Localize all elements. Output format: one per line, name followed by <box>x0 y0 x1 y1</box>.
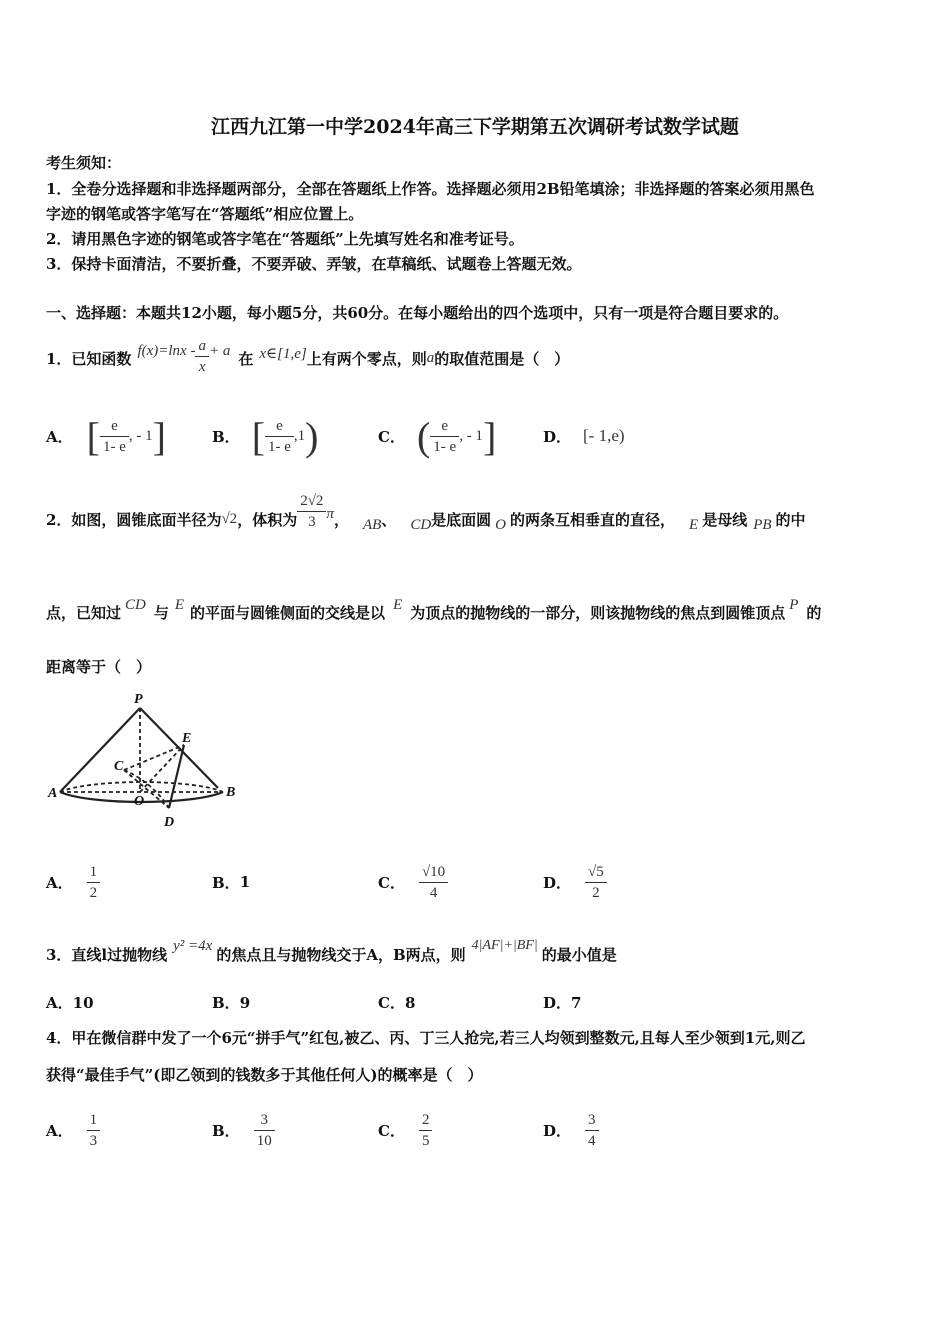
cone-left-edge <box>60 708 140 792</box>
q1-var: a <box>426 349 435 366</box>
q2-option-b[interactable]: B． 1 <box>212 873 251 892</box>
q2-radius: √2 <box>221 510 238 527</box>
q4-option-d[interactable]: D． $\frac{3}{4}$ <box>543 1100 599 1160</box>
q1-option-c[interactable]: C． ( $\frac{e}{1- e}$ , - 1 ] <box>378 413 497 459</box>
section-heading: 一、选择题：本题共12小题，每小题5分，共60分。在每小题给出的四个选项中，只有一项是符合题目要求的。 <box>46 304 789 322</box>
question-3: 3．直线l过抛物线 y² =4x 的焦点且与抛物线交于A，B两点，则 4|AF|+|BF| 的最小值是 <box>46 937 617 964</box>
q1-func-frac: $\frac{a}{x}$ <box>195 336 209 377</box>
label-p: P <box>134 692 143 707</box>
q3-option-a[interactable]: A．10 <box>46 994 94 1012</box>
q1-prefix: 1．已知函数 <box>46 349 132 368</box>
line-de <box>169 745 184 808</box>
q1-mid: 在 <box>238 349 254 368</box>
q2-volume: $\frac{2√2}{3}$ <box>297 491 326 532</box>
notice-heading: 考生须知： <box>46 154 122 172</box>
question-4-line-2: 获得“最佳手气”(即乙领到的钱数多于其他任何人)的概率是（ ） <box>46 1066 483 1084</box>
notice-item-3: 3．保持卡面清洁，不要折叠，不要弄破、弄皱，在草稿纸、试题卷上答题无效。 <box>46 255 582 273</box>
q1-suffix: 上有两个零点，则 <box>306 349 427 368</box>
q4-option-c[interactable]: C． $\frac{2}{5}$ <box>378 1100 432 1160</box>
label-o: O <box>134 794 145 809</box>
question-2-line-2: 点，已知过 CD 与 E 的平面与圆锥侧面的交线是以 E 为顶点的抛物线的一部分，则该抛物线的焦点到圆锥顶点 P 的 <box>46 596 822 622</box>
notice-item-1-cont: 字迹的钢笔或答字笔写在“答题纸”相应位置上。 <box>46 205 364 223</box>
question-1 <box>46 336 569 380</box>
label-b: B <box>226 785 236 800</box>
line-ce <box>124 745 184 770</box>
question-4-line-1: 4．甲在微信群中发了一个6元“拼手气”红包,被乙、丙、丁三人抢完,若三人均领到整数元,且每人至少领到1元,则乙 <box>46 1029 806 1047</box>
question-2-line-1: 2．如图，圆锥底面半径为 √2 ，体积为 $\frac{2√2}{3}$ π ， AB 、 CD 是底面圆 O 的两条互相垂直的直径， E 是母线 PB 的中 <box>46 492 806 533</box>
q3-expression: 4|AF|+|BF| <box>471 938 538 953</box>
q2-option-c[interactable]: C． $\frac{√10}{4}$ <box>378 852 448 912</box>
q3-option-d[interactable]: D．7 <box>543 994 582 1012</box>
q1-func-right: + a <box>208 342 231 359</box>
label-a: A <box>48 786 58 801</box>
q3-option-b[interactable]: B．9 <box>212 994 251 1012</box>
q1-end: 的取值范围是（ ） <box>434 349 570 368</box>
label-d: D <box>164 815 175 830</box>
q1-option-b[interactable]: B． [ $\frac{e}{1- e}$ ,1 ) <box>212 413 319 459</box>
q2-option-a[interactable]: A． $\frac{1}{2}$ <box>46 852 100 912</box>
q3-equation: y² =4x <box>173 937 213 954</box>
q3-option-c[interactable]: C．8 <box>378 994 416 1012</box>
cone-figure <box>42 690 252 830</box>
question-2-line-3: 距离等于（ ） <box>46 658 152 676</box>
q1-cond: x∈[1,e] <box>259 345 307 362</box>
notice-item-2: 2．请用黑色字迹的钢笔或答字笔在“答题纸”上先填写姓名和准考证号。 <box>46 230 524 248</box>
q2-option-d[interactable]: D． $\frac{√5}{2}$ <box>543 852 607 912</box>
label-c: C <box>114 759 124 774</box>
label-e: E <box>182 731 192 746</box>
q1-func-left: f(x)=lnx - <box>137 342 196 359</box>
q1-option-d[interactable]: D． [- 1,e) <box>543 426 625 446</box>
notice-item-1: 1．全卷分选择题和非选择题两部分，全部在答题纸上作答。选择题必须用2B铅笔填涂；非选择题的答案必须用黑色 <box>46 180 815 198</box>
q4-option-a[interactable]: A． $\frac{1}{3}$ <box>46 1100 100 1160</box>
q1-option-a[interactable]: A． [ $\frac{e}{1- e}$ , - 1 ] <box>46 413 166 459</box>
page-title: 江西九江第一中学2024年高三下学期第五次调研考试数学试题 <box>211 116 739 138</box>
q4-option-b[interactable]: B． $\frac{3}{10}$ <box>212 1100 275 1160</box>
